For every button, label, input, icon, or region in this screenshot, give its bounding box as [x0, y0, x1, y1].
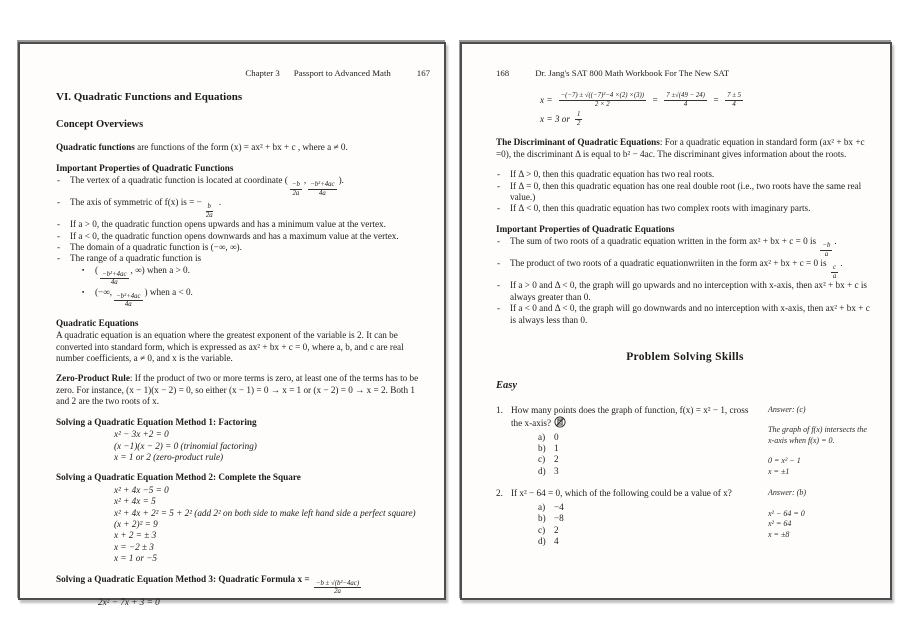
fraction: $\frac{b}{2a}$: [205, 203, 213, 219]
question-options: [538, 502, 754, 548]
intro-bold: Quadratic functions: [56, 142, 135, 153]
running-header-left: [56, 68, 430, 79]
question-text: How many points does the graph of function, f(x) = x² − 1, cross the x-axis?: [511, 404, 749, 429]
bullet-opens-down: - If a < 0, the quadratic function opens downwards and has a maximum value at the vertex.: [57, 230, 399, 241]
discriminant-paragraph: The Discriminant of Quadratic Equations: For a quadratic equation in standard form (ax² + bx +c =0), the discriminant Δ is equal to b² − 4ac. The discriminant gives information about the roots.: [496, 137, 865, 159]
equation-line: x² + 4x = 5: [114, 496, 156, 507]
option-d: d) 4: [538, 535, 559, 546]
method1-heading: Solving a Quadratic Equation Method 1: Factoring: [56, 416, 257, 427]
question-text: If x² − 64 = 0, which of the following could be a value of x?: [511, 488, 732, 499]
discriminant-bold: The Discriminant of Quadratic Equations: [496, 137, 660, 148]
equation-line: x + 2 = ± 3: [114, 530, 157, 541]
equation-line: x² + 4x + 2² = 5 + 2² (add 2² on both side to make left hand side a perfect square): [114, 507, 416, 518]
fraction: $\frac{\text{−b²+4ac}}{4a}$: [310, 181, 335, 197]
answer-label: Answer: (b): [768, 488, 806, 498]
bullet-item: - If a > 0 and Δ < 0, the graph will go upwards and no interception with x-axis, then ax² + bx + c is always greater than 0.: [497, 280, 868, 302]
method2-equations: [114, 485, 430, 565]
work-line: 0 = x² − 1: [768, 456, 801, 466]
quadratic-equations-paragraph: A quadratic equation is an equation where the greatest exponent of the variable is 2. It can be converted into standard form, which is expressed as ax² + bx + c = 0, where a, b, and c are real number coefficients, a ≠ 0, and x is the variable.: [56, 330, 404, 364]
bullet-axis: - The axis of symmetric of f(x) is = − $\frac{b}{2a}$ .: [57, 197, 222, 219]
option-d: d) 3: [538, 465, 559, 476]
section-label: Passport to Advanced Math: [293, 68, 391, 78]
fraction: $\frac{7 \pm√(49 - 24)}{4}$: [666, 92, 705, 108]
bullet-item: - If Δ = 0, then this quadratic equation has one real double root (i.e., two roots have the same real value.): [497, 180, 862, 203]
answer-label: Answer: (c): [768, 404, 806, 414]
equation-line: (x + 2)² = 9: [114, 518, 158, 529]
work-line: x = ±8: [768, 529, 790, 539]
intro-text: are functions of the form (x) = ax² + bx + c , where a ≠ 0.: [134, 142, 348, 153]
page-title: VI. Quadratic Functions and Equations: [56, 91, 243, 104]
equation-line: (x −1)(x − 2) = 0 (trinomial factoring): [114, 440, 257, 451]
fraction: $\frac{7 \pm 5}{4}$: [727, 92, 742, 108]
properties-functions-heading: Important Properties of Quadratic Functions: [56, 162, 234, 173]
page-number-left: 167: [416, 68, 430, 78]
equation-line: x = 1 or −5: [114, 553, 158, 564]
option-c: c) 2: [538, 454, 559, 465]
work-line: x = ±1: [768, 466, 790, 476]
answer-column: [754, 488, 874, 547]
chapter-label: Chapter 3: [245, 68, 280, 78]
fraction: $\frac{-b}{2a}$: [291, 181, 300, 197]
question-options: [538, 432, 754, 478]
answer-explanation: The graph of f(x) intersects the x-axis when f(x) = 0.: [768, 425, 867, 445]
running-header-right: [496, 68, 874, 79]
bullet-opens-up: - If a > 0, the quadratic function opens upwards and has a minimum value at the vertex.: [57, 219, 386, 230]
fraction: $\frac{1}{2}$: [576, 111, 581, 127]
method1-equations: [114, 429, 430, 463]
bullet-vertex: - The vertex of a quadratic function is located at coordinate ( $\frac{-b}{2a}$ , $\frac{\text{−b²+4ac}}{4a}$ ).: [57, 175, 344, 197]
bullet-item: - If a < 0 and Δ < 0, the graph will go downwards and no interception with x-axis, then ax² + bx + c is always less than 0.: [497, 303, 870, 325]
problem-solving-heading: Problem Solving Skills: [626, 350, 744, 363]
work-line: x² = 64: [768, 519, 792, 529]
bullet-domain: - The domain of a quadratic function is (−∞, ∞).: [57, 241, 242, 252]
equation-line: x = 1 or 2 (zero-product rule): [114, 451, 224, 462]
question-1: [496, 405, 874, 478]
bullet-item: - If Δ < 0, then this quadratic equation has two complex roots with imaginary parts.: [497, 203, 811, 214]
question-number: 1.: [496, 404, 503, 415]
equation-line: 2x² − 7x + 3 = 0: [98, 596, 160, 607]
zero-product-bold: Zero-Product Rule: [56, 373, 130, 384]
option-b: b) −8: [538, 513, 564, 524]
bullet-item: - If Δ > 0, then this quadratic equation has two real roots.: [497, 169, 715, 180]
discriminant-list: [496, 169, 874, 215]
option-a: a) −4: [538, 501, 564, 512]
no-calculator-icon: [554, 416, 566, 428]
fraction: $\frac{c}{a}$: [832, 264, 837, 280]
fraction: $\frac{\text{−(−7) ± √((−7)²−4 ×(2) ×(3))}}{2 \times 2}$: [560, 92, 645, 108]
bullet-sum-of-roots: - The sum of two roots of a quadratic equation written in the form ax² + bx + c = 0 is $\frac{-b}{a}$ .: [497, 236, 837, 258]
properties-equations-heading: Important Properties of Quadratic Equations: [496, 223, 675, 234]
intro-paragraph: [56, 142, 430, 153]
equation-line: x² + 4x −5 = 0: [114, 484, 169, 495]
subbullet-range-positive: ▪ ( $\frac{\text{−b²+4ac}}{4a}$ , ∞) when a > 0.: [82, 264, 190, 287]
work-line: x² − 64 = 0: [768, 508, 805, 518]
method3-equations: [98, 597, 430, 608]
zero-product-paragraph: Zero-Product Rule: If the product of two or more terms is zero, at least one of the terms has to be zero. For instance, (x − 1)(x − 2) = 0, so either (x − 1) = 0 → x = 1 or (x − 2) = 0 → x = 2. Both 1 and 2 are the two roots of x.: [56, 373, 419, 407]
quadratic-formula-fraction: $\frac{\text{−b ± √(b²−4ac)}}{2a}$: [315, 579, 360, 596]
quadratic-equations-heading: Quadratic Equations: [56, 317, 139, 328]
question-number: 2.: [496, 488, 503, 499]
question-2: [496, 488, 874, 547]
worked-example: x = $\frac{\text{−(−7) ± √((−7)²−4 ×(2) ×(3))}}{2 \times 2}$ = $\frac{7 \pm√(49 - 24)}{4}$ = $\frac{7 \pm 5}{4}$ x = 3 or $\frac{1}{2}$: [540, 92, 874, 127]
bullet-product-of-roots: - The product of two roots of a quadratic equationwriiten in the form ax² + bx + c = 0 is $\frac{c}{a}$ .: [497, 258, 843, 280]
left-page: [18, 42, 446, 607]
properties-equations-list: [496, 236, 874, 326]
option-c: c) 2: [538, 524, 559, 535]
fraction: $\frac{-b}{a}$: [822, 242, 831, 258]
difficulty-label: Easy: [496, 380, 517, 392]
answer-column: [754, 405, 874, 478]
concept-overviews-heading: Concept Overviews: [56, 118, 144, 130]
fraction: $\frac{\text{−b²+4ac}}{4a}$: [102, 270, 127, 287]
bullet-range: - The range of a quadratic function is: [57, 253, 202, 264]
method2-heading: Solving a Quadratic Equation Method 2: Complete the Square: [56, 472, 301, 483]
option-b: b) 1: [538, 443, 559, 453]
page-number-right: 168: [496, 68, 510, 78]
subbullet-range-negative: ▪ (−∞, $\frac{\text{−b²+4ac}}{4a}$ ) when a < 0.: [82, 286, 193, 309]
option-a: a) 0: [538, 431, 559, 442]
book-title: Dr. Jang's SAT 800 Math Workbook For The New SAT: [535, 68, 730, 78]
properties-functions-list: [56, 175, 430, 309]
equation-line: x² − 3x +2 = 0: [114, 429, 169, 440]
right-page: [460, 42, 892, 600]
fraction: $\frac{\text{−b²+4ac}}{4a}$: [116, 292, 141, 309]
method3-heading: Solving a Quadratic Equation Method 3: Quadratic Formula x = $\frac{\text{−b ± √(b²−4ac)}}{2a}$: [56, 574, 430, 596]
equation-line: x = −2 ± 3: [114, 541, 154, 552]
